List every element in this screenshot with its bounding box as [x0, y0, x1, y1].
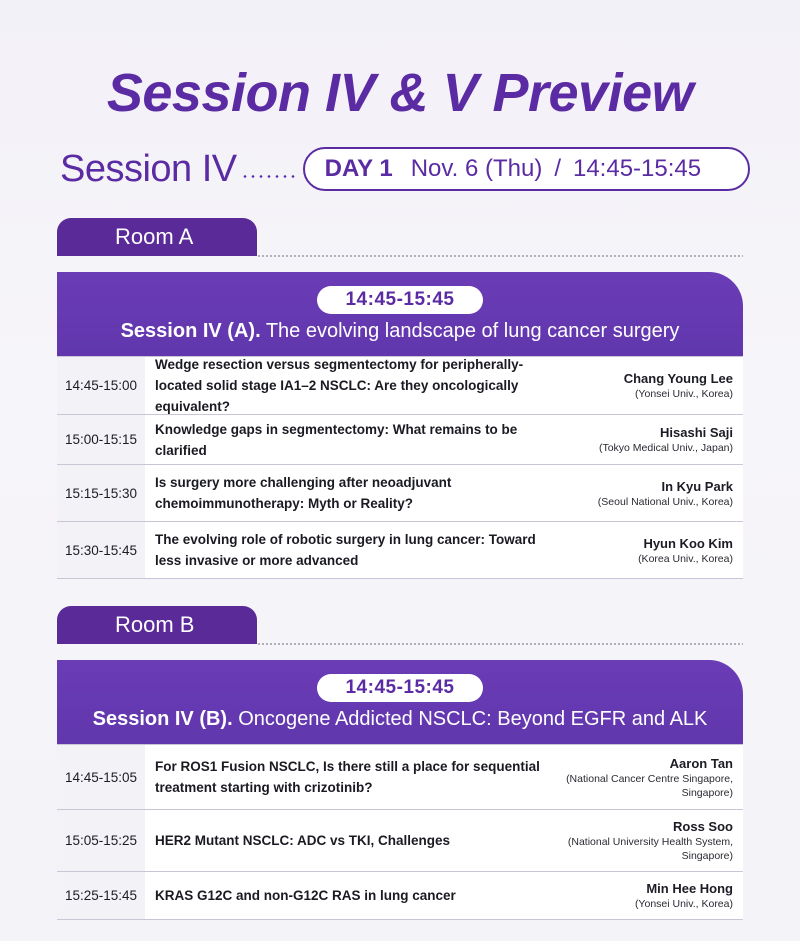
speaker [543, 880, 743, 911]
talk-time: 15:00-15:15 [57, 415, 145, 464]
session-title-text: The evolving landscape of lung cancer surgery [260, 320, 680, 342]
date-separator: / [554, 155, 561, 182]
table-row [57, 872, 743, 920]
talk-topic: Wedge resection versus segmentectomy for peripherally-located solid stage IA1–2 NSCLC: Are they oncologically equivalent? [155, 357, 524, 414]
session-code: Session IV (B). [92, 708, 233, 730]
speaker-affiliation: (National Cancer Centre Singapore, Singapore) [566, 772, 733, 799]
speaker-affiliation: (Korea Univ., Korea) [638, 552, 733, 565]
talk-topic: Is surgery more challenging after neoadjuvant chemoimmunotherapy: Myth or Reality? [155, 475, 452, 511]
talk-topic: Knowledge gaps in segmentectomy: What remains to be clarified [155, 421, 518, 458]
session-code: Session IV (A). [120, 320, 261, 342]
session-header-a [57, 272, 743, 356]
session-title-text: Oncogene Addicted NSCLC: Beyond EGFR and ALK [232, 708, 708, 730]
talk-time: 14:45-15:00 [57, 357, 145, 414]
speaker-name: In Kyu Park [661, 478, 733, 494]
speaker-name: Hyun Koo Kim [643, 535, 733, 551]
talk-time: 15:25-15:45 [57, 872, 145, 919]
table-row [57, 415, 743, 465]
speaker-name: Ross Soo [673, 819, 733, 834]
speaker [543, 478, 743, 509]
talk-time: 15:15-15:30 [57, 465, 145, 521]
speaker-affiliation: (Yonsei Univ., Korea) [634, 898, 733, 910]
speaker-affiliation: (Yonsei Univ., Korea) [634, 388, 733, 400]
date-label: Nov. 6 (Thu) [410, 155, 543, 182]
talk-topic: KRAS G12C and non-G12C RAS in lung cancer [155, 888, 456, 903]
speaker [543, 818, 743, 863]
room-tab-a [57, 218, 257, 256]
speaker-affiliation: (National University Health System, Singapore) [567, 836, 733, 862]
speaker-name: Hisashi Saji [660, 425, 733, 440]
talk-topic: HER2 Mutant NSCLC: ADC vs TKI, Challenges [155, 833, 451, 848]
schedule-table-b [57, 744, 743, 920]
speaker-name: Chang Young Lee [623, 371, 733, 386]
time-label: 14:45-15:45 [572, 155, 702, 182]
divider [257, 255, 743, 257]
session-time-pill: 14:45-15:45 [317, 286, 482, 314]
session-title [57, 320, 743, 343]
page-title: Session IV & V Preview [106, 63, 694, 123]
room-label: Room A [115, 224, 194, 249]
dotted-leader [241, 175, 299, 178]
day-pill [303, 147, 750, 191]
day-label: DAY 1 [324, 155, 393, 182]
speaker-name: Min Hee Hong [646, 881, 733, 896]
speaker-affiliation: (Tokyo Medical Univ., Japan) [598, 442, 733, 454]
talk-time: 15:05-15:25 [57, 810, 145, 871]
talk-topic: For ROS1 Fusion NSCLC, Is there still a place for sequential treatment starting with crizotinib? [155, 759, 540, 795]
talk-time: 15:30-15:45 [57, 522, 145, 578]
room-label: Room B [115, 612, 195, 637]
speaker [543, 535, 743, 566]
table-row [57, 465, 743, 522]
speaker [543, 755, 743, 800]
session-label: Session IV [60, 147, 237, 190]
talk-topic: The evolving role of robotic surgery in lung cancer: Toward less invasive or more advanced [155, 532, 536, 568]
session-bar [60, 146, 750, 192]
table-row [57, 522, 743, 579]
divider [257, 643, 743, 645]
talk-time: 14:45-15:05 [57, 745, 145, 809]
table-row [57, 810, 743, 872]
session-title [57, 708, 743, 731]
table-row [57, 357, 743, 415]
speaker-name: Aaron Tan [669, 755, 733, 771]
session-header-b [57, 660, 743, 744]
speaker [543, 370, 743, 401]
table-row [57, 745, 743, 810]
speaker-affiliation: (Seoul National Univ., Korea) [597, 495, 733, 508]
speaker [543, 424, 743, 455]
room-tab-b [57, 606, 257, 644]
schedule-table-a [57, 356, 743, 579]
session-time-pill: 14:45-15:45 [317, 674, 482, 702]
